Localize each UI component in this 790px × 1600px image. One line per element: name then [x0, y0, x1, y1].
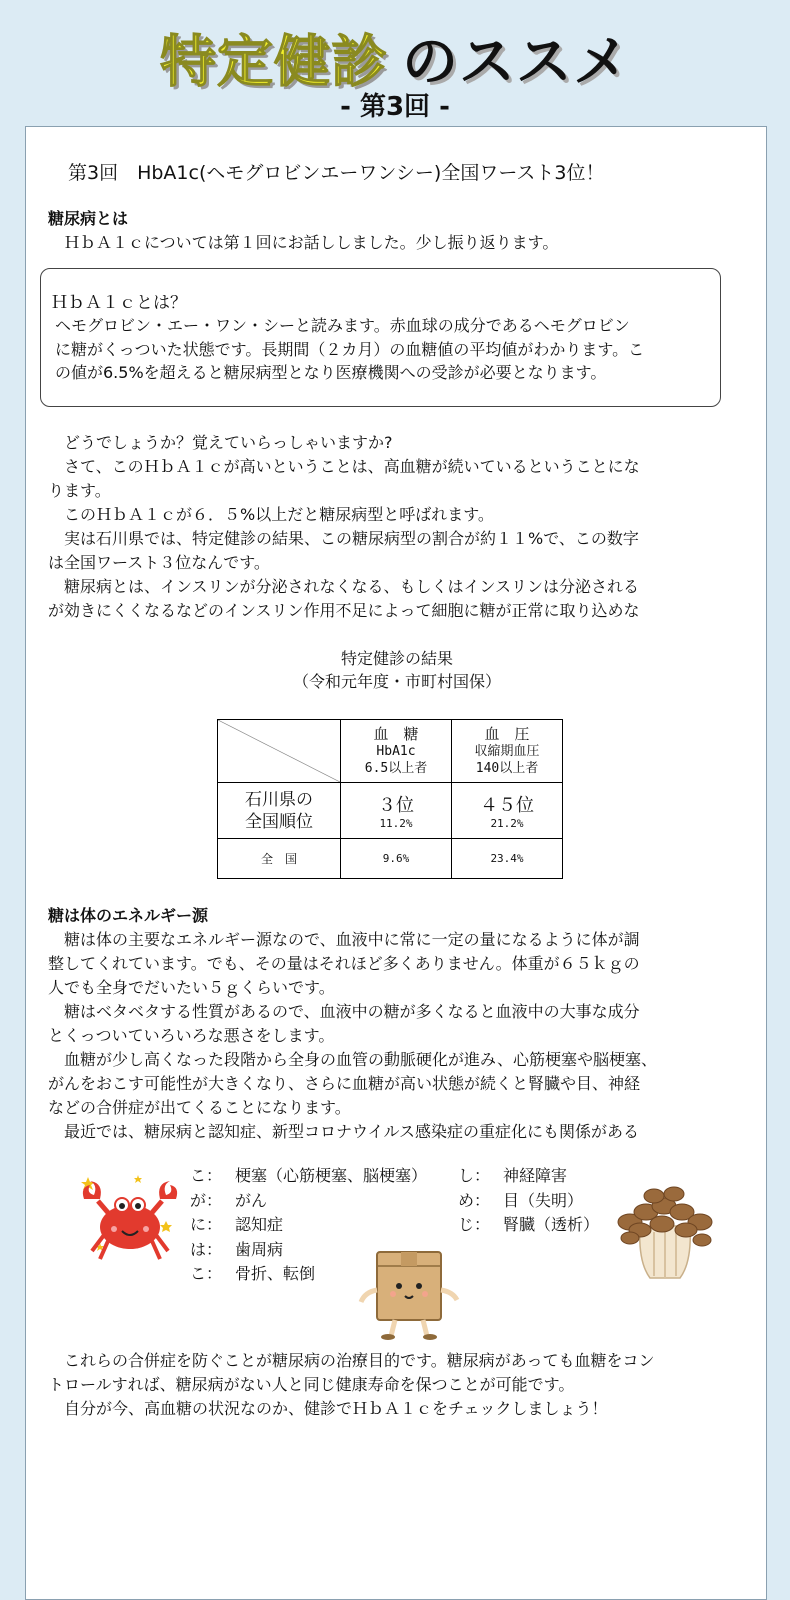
article-heading: 第3回 HbA1c(ヘモグロビンエーワンシー)全国ワースト3位！: [68, 162, 605, 184]
col-header-blood-sugar: 血 糖 HbA1c 6.5以上者: [341, 720, 452, 783]
paragraph-line: などの合併症が出てくることになります。: [48, 1098, 351, 1117]
paragraph-line: 人でも全身でだいたい５ｇくらいです。: [48, 978, 335, 997]
list-item: に： 認知症: [190, 1215, 284, 1235]
list-item: じ： 腎臓（透析）: [458, 1215, 600, 1235]
paragraph-line: さて、このＨｂＡ１ｃが高いということは、高血糖が続いているということにな: [48, 457, 640, 476]
table-caption: 特定健診の結果: [340, 649, 453, 668]
box-line: に糖がくっついた状態です。長期間（２カ月）の血糖値の平均値がわかります。こ: [55, 340, 645, 359]
page-subtitle: - 第3回 -: [340, 92, 450, 122]
paragraph-line: が効きにくくなるなどのインスリン作用不足によって細胞に糖が正常に取り込めな: [48, 601, 640, 620]
table-corner-cell: [218, 720, 341, 783]
list-item: こ： 梗塞（心筋梗塞、脳梗塞）: [190, 1166, 428, 1185]
section-intro: ＨｂＡ１ｃについては第１回にお話ししました。少し振り返ります。: [48, 233, 559, 252]
paragraph-line: 実は石川県では、特定健診の結果、この糖尿病型の割合が約１１%で、この数字: [48, 529, 639, 548]
paragraph-line: 糖は体の主要なエネルギー源なので、血液中に常に一定の量になるように体が調: [48, 930, 640, 949]
box-line: の値が6.5%を超えると糖尿病型となり医療機関への受診が必要となります。: [55, 363, 607, 382]
paragraph-line: 糖尿病とは、インスリンが分泌されなくなる、もしくはインスリンは分泌される: [48, 577, 640, 596]
page-header: [0, 0, 790, 125]
results-table: [217, 719, 563, 879]
paragraph-line: どうでしょうか？覚えていらっしゃいますか?: [48, 433, 393, 452]
paragraph-line: 自分が今、高血糖の状況なのか、健診でＨｂＡ１ｃをチェックしましょう！: [48, 1399, 608, 1418]
hba1c-definition-box: [40, 268, 721, 407]
box-character-icon: [355, 1246, 463, 1342]
list-item: が： がん: [190, 1190, 268, 1210]
paragraph-line: ります。: [48, 481, 111, 500]
paragraph-line: このＨｂＡ１ｃが６．５%以上だと糖尿病型と呼ばれます。: [48, 505, 494, 524]
cell-ishikawa-blood-pressure: ４５位 21.2%: [452, 783, 563, 839]
title-highlight: 特定健診: [160, 30, 388, 95]
paragraph-line: トロールすれば、糖尿病がない人と同じ健康寿命を保つことが可能です。: [48, 1375, 575, 1394]
paragraph-line: 血糖が少し高くなった段階から全身の血管の動脈硬化が進み、心筋梗塞や脳梗塞、: [48, 1050, 657, 1069]
title-rest: のススメ: [402, 30, 630, 95]
box-title: ＨｂＡ１ｃとは？: [51, 293, 187, 313]
paragraph-line: 最近では、糖尿病と認知症、新型コロナウイルス感染症の重症化にも関係がある: [48, 1122, 640, 1141]
table-subcaption: （令和元年度・市町村国保）: [292, 672, 501, 691]
paragraph-line: 整してくれています。でも、その量はそれほど多くありません。体重が６５ｋｇの: [48, 954, 640, 973]
paragraph-line: がんをおこす可能性が大きくなり、さらに血糖が高い状態が続くと腎臓や目、神経: [48, 1074, 641, 1093]
mushroom-icon: [610, 1182, 720, 1284]
paragraph-line: 糖はベタベタする性質があるので、血液中の糖が多くなると血液中の大事な成分: [48, 1002, 640, 1021]
row-label-ishikawa: 石川県の 全国順位: [218, 783, 341, 839]
paragraph-line: これらの合併症を防ぐことが糖尿病の治療目的です。糖尿病があっても血糖をコン: [48, 1351, 655, 1370]
crab-icon: [76, 1169, 184, 1267]
cell-national-blood-pressure: 23.4%: [452, 839, 563, 879]
cell-ishikawa-blood-sugar: ３位 11.2%: [341, 783, 452, 839]
cell-national-blood-sugar: 9.6%: [341, 839, 452, 879]
list-item: こ： 骨折、転倒: [190, 1264, 316, 1284]
section-title-diabetes: 糖尿病とは: [48, 209, 129, 228]
row-label-national: 全 国: [218, 839, 341, 879]
paragraph-line: とくっついていろいろな悪さをします。: [48, 1026, 335, 1045]
paragraph-line: は全国ワースト３位なんです。: [48, 553, 270, 572]
col-header-blood-pressure: 血 圧 収縮期血圧 140以上者: [452, 720, 563, 783]
section-title-energy: 糖は体のエネルギー源: [48, 906, 209, 925]
complications-list-right: [458, 1164, 599, 1238]
box-line: ヘモグロビン・エー・ワン・シーと読みます。赤血球の成分であるヘモグロビン: [55, 316, 630, 335]
list-item: は： 歯周病: [190, 1239, 284, 1259]
list-item: し： 神経障害: [458, 1166, 568, 1185]
article-card: [25, 126, 767, 1600]
list-item: め： 目（失明）: [458, 1190, 584, 1210]
